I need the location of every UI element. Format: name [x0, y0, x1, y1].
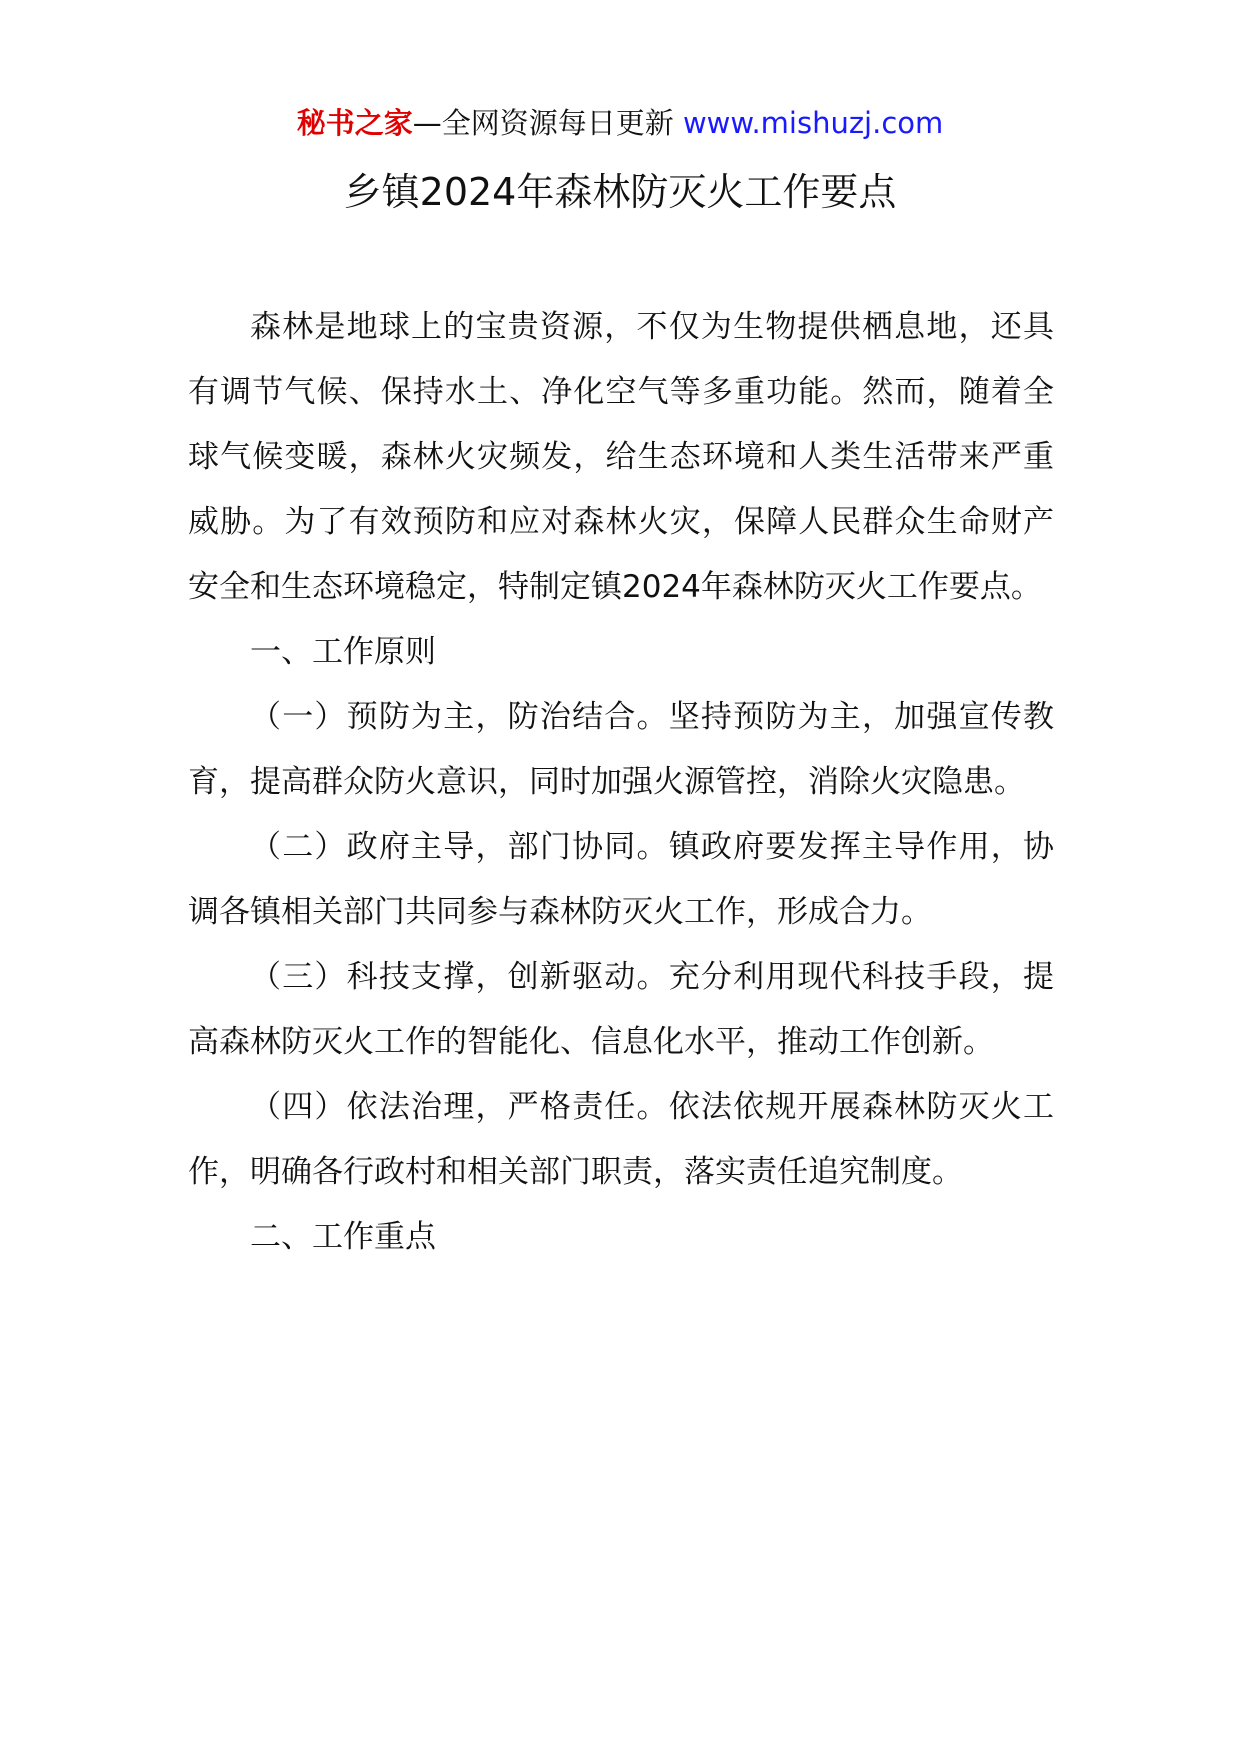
section-heading-principles: 一、工作原则: [250, 634, 436, 670]
section-heading-focus: 二、工作重点: [250, 1219, 436, 1255]
site-header: [0, 103, 1240, 143]
brand-name: 秘书之家: [296, 106, 413, 140]
document-title: 乡镇2024年森林防灭火工作要点: [343, 170, 897, 214]
principle-paragraph-1: （一）预防为主，防治结合。坚持预防为主，加强宣传教育，提高群众防火意识，同时加强火源管控，消除火灾隐患。: [188, 699, 1054, 800]
header-slogan: —全网资源每日更新: [412, 106, 674, 140]
principle-paragraph-4: （四）依法治理，严格责任。依法依规开展森林防灭火工作，明确各行政村和相关部门职责，落实责任追究制度。: [188, 1089, 1054, 1190]
intro-paragraph: 森林是地球上的宝贵资源，不仅为生物提供栖息地，还具有调节气候、保持水土、净化空气等多重功能。然而，随着全球气候变暖，森林火灾频发，给生态环境和人类生活带来严重威胁。为了有效预防和应对森林火灾，保障人民群众生命财产安全和生态环境稳定，特制定镇2024年森林防灭火工作要点。: [188, 309, 1054, 605]
document-body: [188, 295, 1054, 1270]
principle-paragraph-2: （二）政府主导，部门协同。镇政府要发挥主导作用，协调各镇相关部门共同参与森林防灭火工作，形成合力。: [188, 829, 1054, 930]
principle-paragraph-3: （三）科技支撑，创新驱动。充分利用现代科技手段，提高森林防灭火工作的智能化、信息化水平，推动工作创新。: [188, 959, 1054, 1060]
site-url-link[interactable]: www.mishuzj.com: [682, 106, 944, 140]
